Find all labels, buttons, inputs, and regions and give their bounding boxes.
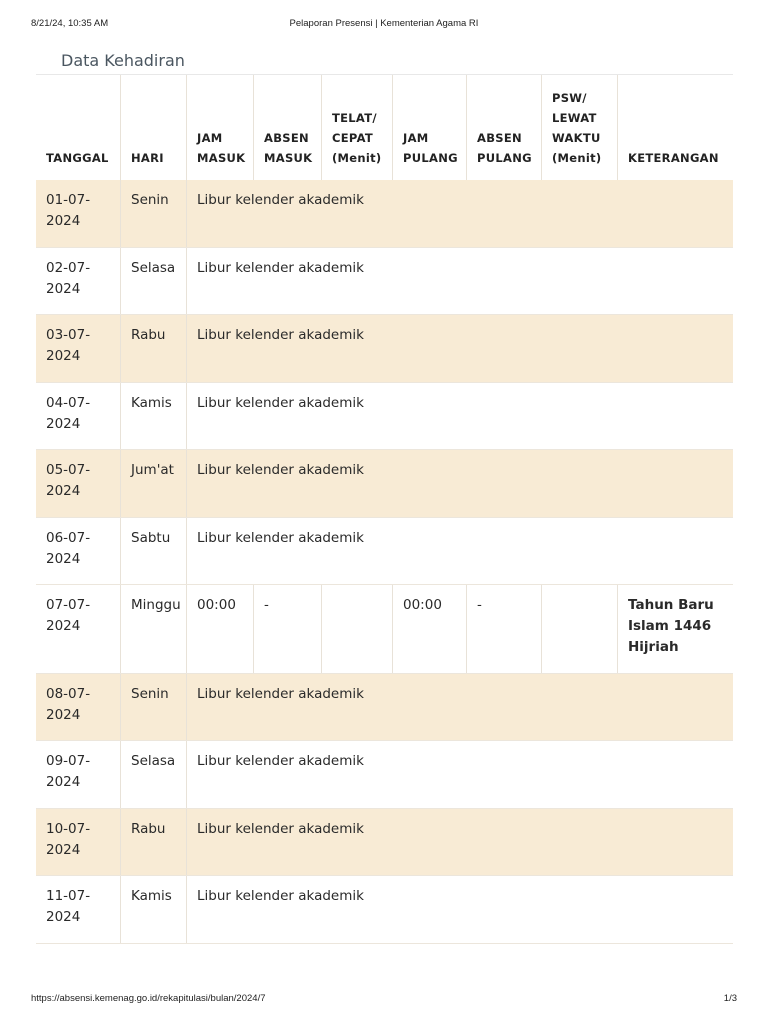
column-header-tanggal: TANGGAL [36,75,121,180]
cell-psw-lewat-waktu [542,585,618,673]
cell-holiday-note: Libur kelender akademik [197,821,364,837]
cell-holiday-note: Libur kelender akademik [197,686,364,702]
cell-telat-cepat [322,585,393,673]
cell-hari: Senin [121,180,187,247]
table-row [36,876,733,944]
table-row [36,180,733,248]
cell-tanggal [36,248,121,314]
cell-jam-pulang: 00:00 [393,585,467,673]
table-row [36,585,733,674]
column-header-keterangan: KETERANGAN [628,151,719,165]
cell-holiday-note: Libur kelender akademik [197,327,364,343]
cell-tanggal-text: 08-07-2024 [46,686,91,723]
column-header-label: ABSEN PULANG [477,131,532,165]
table-row [36,741,733,809]
cell-tanggal [36,450,121,517]
column-header-label: ABSEN MASUK [264,131,313,165]
cell-holiday-note: Libur kelender akademik [197,462,364,478]
column-header-label: JAM MASUK [197,131,246,165]
cell-tanggal [36,585,121,673]
cell-tanggal [36,383,121,449]
cell-absen-masuk: - [254,585,322,673]
cell-keterangan-text: Tahun Baru Islam 1446 Hijriah [628,597,714,655]
table-row [36,809,733,876]
cell-tanggal-text: 10-07-2024 [46,821,91,858]
table-row [36,518,733,585]
print-header [31,18,737,32]
print-footer [31,993,737,1007]
cell-tanggal [36,876,121,943]
column-header-jam-pulang [393,75,467,180]
column-header-label: PSW/ LEWAT WAKTU (Menit) [552,91,602,165]
cell-hari: Senin [121,674,187,740]
column-header-hari: HARI [121,75,187,180]
cell-hari: Jum'at [121,450,187,517]
cell-tanggal-text: 09-07-2024 [46,753,91,790]
cell-hari: Selasa [121,248,187,314]
cell-absen-pulang: - [467,585,542,673]
column-header-jam-masuk [187,75,254,180]
section-title: Data Kehadiran [61,51,185,70]
cell-hari: Kamis [121,383,187,449]
cell-tanggal [36,518,121,584]
cell-jam-masuk: 00:00 [187,585,254,673]
cell-tanggal-text: 02-07-2024 [46,260,91,297]
table-row [36,450,733,518]
cell-tanggal [36,180,121,247]
table-row [36,315,733,383]
cell-tanggal [36,315,121,382]
cell-holiday-note: Libur kelender akademik [197,753,364,769]
cell-holiday-note: Libur kelender akademik [197,530,364,546]
cell-hari: Rabu [121,315,187,382]
print-url: https://absensi.kemenag.go.id/rekapitulasi/bulan/2024/7 [31,993,266,1004]
cell-holiday-note: Libur kelender akademik [197,192,364,208]
table-row [36,383,733,450]
print-datetime: 8/21/24, 10:35 AM [31,18,109,29]
cell-hari: Sabtu [121,518,187,584]
column-header-psw-lewat-waktu [542,75,618,180]
cell-tanggal-text: 03-07-2024 [46,327,91,364]
cell-tanggal-text: 07-07-2024 [46,597,91,634]
column-header-telat-cepat [322,75,393,180]
cell-holiday-note: Libur kelender akademik [197,395,364,411]
cell-holiday-note: Libur kelender akademik [197,260,364,276]
cell-tanggal-text: 11-07-2024 [46,888,91,925]
cell-tanggal-text: 01-07-2024 [46,192,91,229]
cell-tanggal-text: 06-07-2024 [46,530,91,567]
cell-tanggal-text: 05-07-2024 [46,462,91,499]
cell-keterangan [618,585,733,673]
column-header-label: JAM PULANG [403,131,458,165]
cell-hari: Minggu [121,585,187,673]
column-header-absen-pulang [467,75,542,180]
cell-holiday-note: Libur kelender akademik [197,888,364,904]
cell-tanggal [36,741,121,808]
cell-tanggal [36,809,121,875]
cell-tanggal-text: 04-07-2024 [46,395,91,432]
column-header-absen-masuk [254,75,322,180]
table-header-row [36,75,733,180]
cell-hari: Rabu [121,809,187,875]
cell-hari: Kamis [121,876,187,943]
print-page-number: 1/3 [723,993,737,1004]
cell-hari: Selasa [121,741,187,808]
cell-tanggal [36,674,121,740]
print-page-title: Pelaporan Presensi | Kementerian Agama RI [289,18,479,29]
table-row [36,248,733,315]
column-header-label: TELAT/ CEPAT (Menit) [332,111,382,165]
table-row [36,674,733,741]
